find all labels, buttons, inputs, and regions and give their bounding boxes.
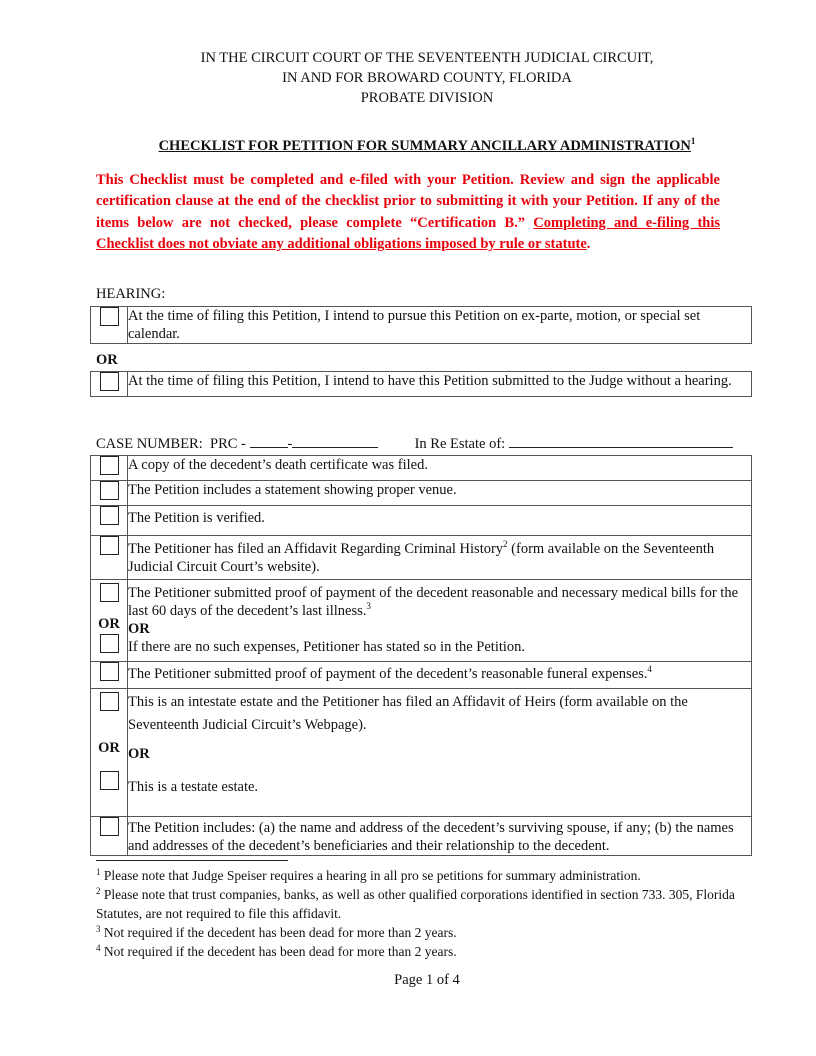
- checklist-row: [91, 689, 752, 817]
- checklist-item-text: The Petition includes: (a) the name and address of the decedent’s surviving spouse, if any; (b) the names and addresses of the decedent’s beneficiaries and their relationship to the decedent.: [128, 817, 752, 856]
- item-alt-text: This is a testate estate.: [128, 779, 259, 795]
- or-label: OR: [128, 746, 150, 762]
- checklist-item-text: A copy of the decedent’s death certificate was filed.: [128, 456, 752, 481]
- checklist-checkbox-3[interactable]: [100, 506, 119, 525]
- or-label: OR: [98, 616, 120, 632]
- footnote-number: 2: [96, 886, 101, 896]
- footnote-number: 4: [96, 943, 101, 953]
- court-header-line-2: IN AND FOR BROWARD COUNTY, FLORIDA: [282, 70, 572, 86]
- checklist-item-text: [128, 536, 752, 580]
- checklist-item-text: [128, 580, 752, 662]
- checklist-checkbox-6[interactable]: [100, 662, 119, 681]
- footnotes: [96, 866, 756, 961]
- checklist-row: [91, 536, 752, 580]
- hearing-option-2-text: At the time of filing this Petition, I intend to have this Petition submitted to the Judge without a hearing.: [128, 372, 752, 397]
- checklist-row: [91, 481, 752, 506]
- case-number-year-field[interactable]: [250, 433, 288, 448]
- checklist-item-text: [128, 689, 752, 817]
- checklist-item-text: [128, 662, 752, 689]
- checklist-checkbox-7b[interactable]: [100, 771, 119, 790]
- footnote-ref-3: 3: [366, 601, 371, 611]
- item-text-part: This is an intestate estate and the Petitioner has filed an Affidavit of Heirs (form available on the Seventeenth Judicial Circuit’s Webpage).: [128, 694, 688, 733]
- footnote-1: [96, 866, 756, 885]
- or-label: OR: [98, 740, 120, 756]
- footnote-ref-2: 2: [503, 539, 508, 549]
- checklist-checkbox-5a[interactable]: [100, 583, 119, 602]
- estate-label: In Re Estate of:: [414, 436, 509, 452]
- case-number-field[interactable]: [292, 433, 378, 448]
- case-number-label: CASE NUMBER: PRC -: [96, 436, 250, 452]
- instructions-end: .: [586, 235, 591, 252]
- checklist-row: [91, 506, 752, 536]
- page-number: Page 1 of 4: [394, 972, 460, 988]
- checklist-checkbox-1[interactable]: [100, 456, 119, 475]
- checklist-checkbox-5b[interactable]: [100, 634, 119, 653]
- footnote-text: Not required if the decedent has been dead for more than 2 years.: [100, 944, 457, 959]
- hearing-option-1: [90, 306, 752, 344]
- footnote-divider: [96, 860, 288, 861]
- footnote-3: [96, 923, 756, 942]
- document-title-text: CHECKLIST FOR PETITION FOR SUMMARY ANCILLARY ADMINISTRATION: [158, 137, 691, 154]
- checklist-checkbox-4[interactable]: [100, 536, 119, 555]
- checklist-checkbox-2[interactable]: [100, 481, 119, 500]
- footnote-number: 1: [96, 867, 101, 877]
- footnote-ref-1: 1: [690, 136, 696, 146]
- hearing-option-2-checkbox[interactable]: [100, 372, 119, 391]
- item-text-part: The Petitioner has filed an Affidavit Regarding Criminal History: [128, 541, 504, 557]
- footnote-ref-4: 4: [647, 664, 652, 674]
- checklist-row: [91, 662, 752, 689]
- checklist-row: [91, 817, 752, 856]
- footnote-text: Please note that Judge Speiser requires a hearing in all pro se petitions for summary administration.: [100, 868, 641, 883]
- footnote-4: [96, 942, 756, 961]
- court-header-line-3: PROBATE DIVISION: [360, 90, 494, 106]
- checklist-checkbox-7a[interactable]: [100, 692, 119, 711]
- checklist-checkbox-8[interactable]: [100, 817, 119, 836]
- case-number-separator: -: [287, 436, 293, 452]
- court-header-line-1: IN THE CIRCUIT COURT OF THE SEVENTEENTH JUDICIAL CIRCUIT,: [200, 50, 654, 66]
- checklist-item-text: The Petition includes a statement showing proper venue.: [128, 481, 752, 506]
- footnote-number: 3: [96, 924, 101, 934]
- court-header: [96, 48, 758, 108]
- checklist-item-text: The Petition is verified.: [128, 506, 752, 536]
- footnote-2: [96, 885, 756, 923]
- estate-name-field[interactable]: [509, 433, 733, 448]
- instructions-text: This Checklist must be completed and e-filed with your Petition. Review and sign the applicable certification clause at the end of the checklist prior to submitting it with your Petition. If any of the items below are not checked, please complete “Certification B.”: [96, 172, 720, 231]
- item-alt-text: If there are no such expenses, Petitioner has stated so in the Petition.: [128, 639, 526, 655]
- instructions-underlined: Completing and e-filing this Checklist does not obviate any additional obligations imposed by rule or statute: [96, 214, 721, 252]
- case-info-line: [96, 433, 733, 453]
- checklist-table: [90, 455, 752, 856]
- hearing-or-label: OR: [96, 352, 118, 368]
- hearing-option-2: [90, 371, 752, 397]
- footnote-text: Please note that trust companies, banks, as well as other qualified corporations identified in section 733. 305, Florida Statutes, are not required to file this affidavit.: [96, 887, 735, 921]
- hearing-option-1-text: At the time of filing this Petition, I intend to pursue this Petition on ex-parte, motion, or special set calendar.: [128, 307, 752, 344]
- hearing-label: HEARING:: [96, 286, 166, 302]
- item-text-part: (form available on the Seventeenth Judicial Circuit Court’s website).: [128, 541, 715, 575]
- instructions: [96, 170, 720, 255]
- or-label: OR: [128, 621, 150, 637]
- item-text-part: The Petitioner submitted proof of payment of the decedent reasonable and necessary medical bills for the last 60 days of the decedent’s last illness.: [128, 585, 738, 619]
- document-title: [96, 136, 758, 155]
- item-text-part: The Petitioner submitted proof of payment of the decedent’s reasonable funeral expenses.: [128, 666, 648, 682]
- footnote-text: Not required if the decedent has been dead for more than 2 years.: [100, 925, 457, 940]
- hearing-option-1-checkbox[interactable]: [100, 307, 119, 326]
- checklist-row: [91, 580, 752, 662]
- checklist-row: [91, 456, 752, 481]
